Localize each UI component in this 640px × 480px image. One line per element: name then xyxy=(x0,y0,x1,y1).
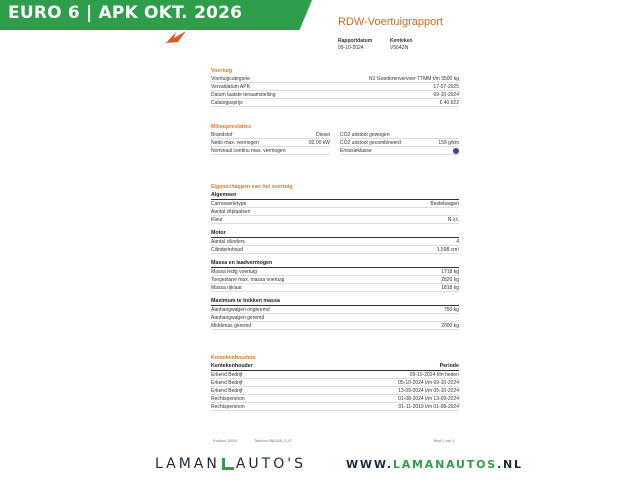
table-row xyxy=(211,379,459,387)
url-prefix: WWW. xyxy=(346,458,393,471)
row-label: Middenas geremd xyxy=(211,323,252,329)
row-label: Carrosserietype xyxy=(211,201,247,207)
row-value: N1 Goederenvervoer TTMM t/m 3500 kg xyxy=(369,76,459,82)
doc-footer-left: Postbus 30000 xyxy=(213,439,237,443)
row-label: Voertuigcategorie xyxy=(211,76,250,82)
section-title: Voertuig xyxy=(211,68,233,74)
table-row xyxy=(211,91,459,99)
promo-banner-text: EURO 6 | APK OKT. 2026 xyxy=(8,3,243,23)
table-row xyxy=(211,200,459,208)
table-row xyxy=(211,216,459,224)
table-row xyxy=(340,131,459,139)
row-value: 09-10-2024 xyxy=(433,92,459,98)
row-value: 92,00 kW xyxy=(308,140,330,146)
row-value: 01-08-2024 t/m 13-09-2024 xyxy=(398,396,459,402)
row-value: N.v.t. xyxy=(447,217,459,223)
report-date-label: Rapportdatum xyxy=(338,38,373,44)
row-value: 1818 kg xyxy=(441,285,459,291)
flame-decoration-icon xyxy=(164,30,194,44)
row-label: Erkend Bedrijf xyxy=(211,380,243,386)
section-eigenschappen xyxy=(211,184,459,330)
report-date-value: 09-10-2024 xyxy=(338,45,364,51)
subsection-title: Algemeen xyxy=(211,192,459,200)
table-row xyxy=(211,371,459,379)
doc-footer-right: Blad 2 van 3 xyxy=(434,439,454,443)
row-value: 750 kg xyxy=(443,307,459,313)
emission-class-badge-icon xyxy=(453,148,459,154)
subsection-title: Maximum te trekken massa xyxy=(211,298,459,306)
license-label: Kenteken xyxy=(390,38,413,44)
row-label: CO2 uitstoot gewogen xyxy=(340,132,390,138)
url-main: LAMANAUTOS xyxy=(392,458,497,471)
table-row xyxy=(211,208,459,216)
column-header: Periode xyxy=(439,363,459,369)
row-value: € 40.622 xyxy=(439,100,459,106)
row-value: 13-09-2024 t/m 05-10-2024 xyxy=(398,388,459,394)
table-header xyxy=(211,363,459,371)
doc-footer-middle: Telefoon 088-008 74 47 xyxy=(254,439,292,443)
table-row xyxy=(211,238,459,246)
row-label: Nominaal continu max. vermogen xyxy=(211,148,286,154)
table-row xyxy=(211,306,459,314)
brand-name-left: LAMAN xyxy=(155,456,220,472)
row-value: 05-10-2024 t/m 09-10-2024 xyxy=(398,380,459,386)
row-label: Aantal cilinders xyxy=(211,239,245,245)
row-label: CO2 uitstoot gecombineerd xyxy=(340,140,401,146)
row-value: 01-11-2019 t/m 01-08-2024 xyxy=(398,404,459,410)
row-label: Toegestane max. massa voertuig xyxy=(211,277,285,283)
table-row xyxy=(340,139,459,147)
row-value: 2820 kg xyxy=(441,277,459,283)
row-label: Massa rijklaar xyxy=(211,285,242,291)
row-label: Massa ledig voertuig xyxy=(211,269,257,275)
brand-logo xyxy=(155,456,306,472)
row-label: Catalogusprijs xyxy=(211,100,243,106)
row-value: Bestelwagen xyxy=(430,201,459,207)
license-block xyxy=(390,38,413,52)
section-kentekenhouders xyxy=(211,355,459,411)
row-label: Cilinderinhoud xyxy=(211,247,243,253)
table-row xyxy=(211,314,459,322)
table-row xyxy=(211,276,459,284)
row-label: Emissieklasse xyxy=(340,148,372,154)
table-row xyxy=(211,139,330,147)
section-title: Eigenschappen van het voertuig xyxy=(211,184,293,190)
section-milieu xyxy=(211,124,459,155)
brand-mark-icon xyxy=(222,458,234,470)
table-row xyxy=(211,395,459,403)
row-value: 17-07-2025 xyxy=(433,84,459,90)
row-label: Brandstof xyxy=(211,132,233,138)
row-label: Aanhangwagen ongeremd xyxy=(211,307,270,313)
row-label: Datum laatste tenaamstelling xyxy=(211,92,276,98)
table-row xyxy=(211,83,459,91)
table-row xyxy=(211,131,330,139)
table-row xyxy=(340,147,459,155)
row-value: 1718 kg xyxy=(441,269,459,275)
column-header: Kentekenhouder xyxy=(211,363,253,369)
row-label: Rechtspersoon xyxy=(211,396,245,402)
row-label: Aanhangwagen geremd xyxy=(211,315,265,321)
section-title: Milieuprestaties xyxy=(211,124,252,130)
row-label: Erkend Bedrijf xyxy=(211,388,243,394)
table-row xyxy=(211,99,459,107)
row-value: Diesel xyxy=(316,132,330,138)
report-date-block xyxy=(338,38,372,52)
section-voertuig xyxy=(211,68,459,107)
table-row xyxy=(211,75,459,83)
section-title: Kentekenhouders xyxy=(211,355,256,361)
row-value: 1.598 cm³ xyxy=(436,247,459,253)
website-url[interactable] xyxy=(346,458,523,471)
row-label: Erkend Bedrijf xyxy=(211,372,243,378)
table-row xyxy=(211,387,459,395)
table-row xyxy=(211,268,459,276)
row-label: Rechtspersoon xyxy=(211,404,245,410)
row-value: 155 g/km xyxy=(438,140,459,146)
row-label: Vervaldatum APK xyxy=(211,84,250,90)
row-value: 4 xyxy=(456,239,459,245)
row-value: 09-10-2024 t/m heden xyxy=(409,372,459,378)
table-row xyxy=(211,403,459,411)
table-row xyxy=(211,284,459,292)
row-label: Aantal zitplaatsen xyxy=(211,209,251,215)
row-label: Netto max. vermogen xyxy=(211,140,259,146)
brand-name-right: AUTO'S xyxy=(235,456,306,472)
table-row xyxy=(211,246,459,254)
row-label: Kleur xyxy=(211,217,223,223)
table-row xyxy=(211,147,330,155)
license-value: V564ZN xyxy=(390,45,409,51)
report-title: RDW-Voertuigrapport xyxy=(338,16,443,28)
table-row xyxy=(211,322,459,330)
subsection-title: Massa en laadvermogen xyxy=(211,260,459,268)
subsection-title: Motor xyxy=(211,230,459,238)
url-suffix: .NL xyxy=(496,458,523,471)
row-value: 2000 kg xyxy=(441,323,459,329)
